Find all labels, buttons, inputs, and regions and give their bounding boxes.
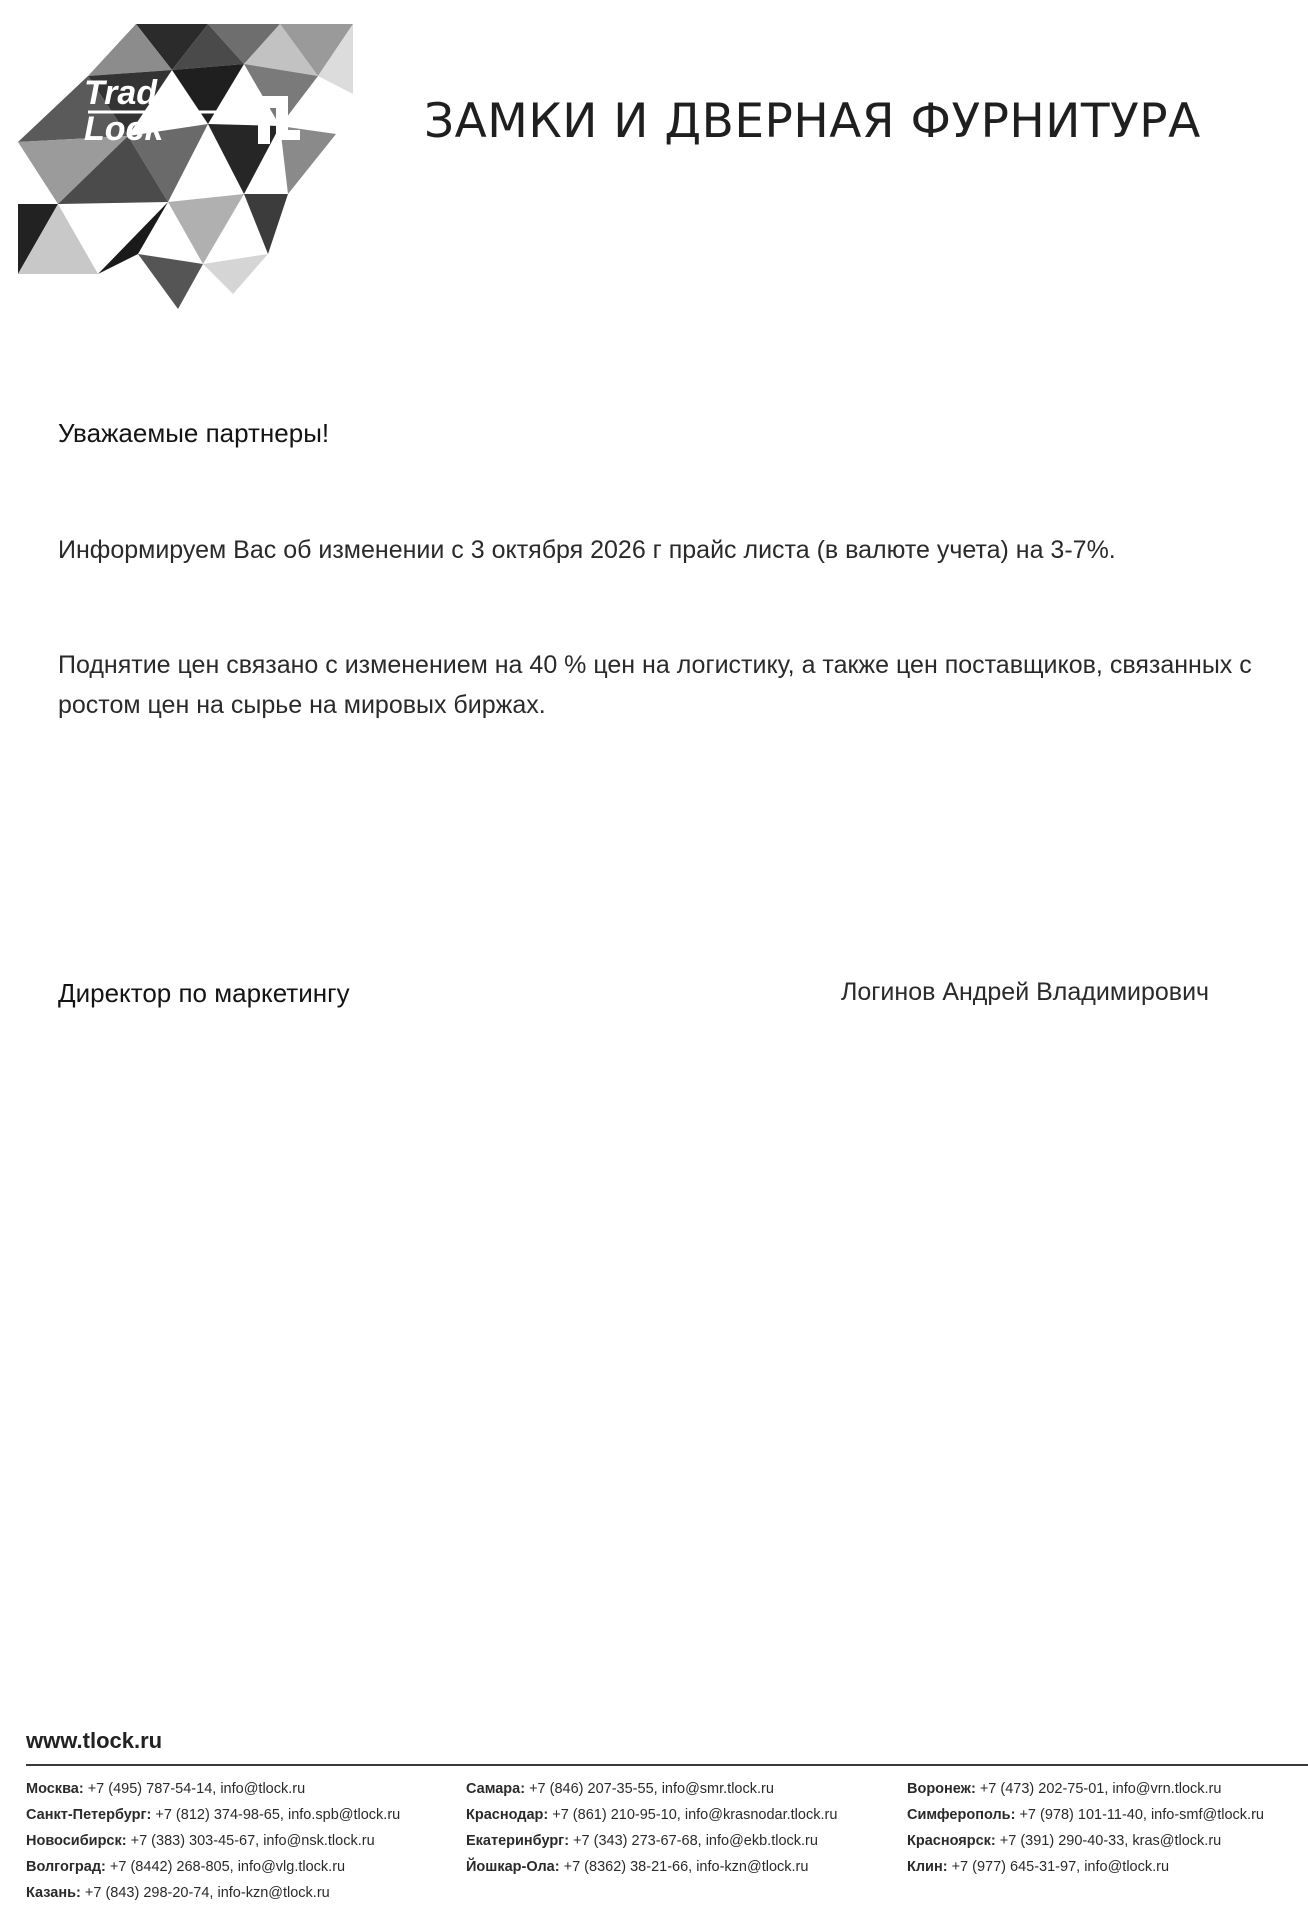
office-contact: Волгоград: +7 (8442) 268-805, info@vlg.tlock.ru bbox=[26, 1859, 346, 1875]
signature-name: Логинов Андрей Владимирович bbox=[841, 978, 1210, 1006]
footer-contacts-column bbox=[466, 1776, 837, 1880]
office-contact: Красноярск: +7 (391) 290-40-33, kras@tlock.ru bbox=[907, 1833, 1222, 1849]
header-title: ЗАМКИ И ДВЕРНАЯ ФУРНИТУРА bbox=[424, 94, 1201, 149]
signature-role: Директор по маркетингу bbox=[58, 978, 350, 1008]
office-contact: Екатеринбург: +7 (343) 273-67-68, info@ekb.tlock.ru bbox=[466, 1833, 818, 1849]
trade-lock-logo bbox=[18, 24, 353, 309]
office-contact: Клин: +7 (977) 645-31-97, info@tlock.ru bbox=[907, 1859, 1170, 1875]
logo-text-line2: Lock bbox=[84, 110, 164, 148]
office-contact: Воронеж: +7 (473) 202-75-01, info@vrn.tlock.ru bbox=[907, 1781, 1222, 1797]
logo-text-line1: Trade bbox=[84, 74, 176, 112]
footer-divider bbox=[26, 1764, 1308, 1766]
office-contact: Краснодар: +7 (861) 210-95-10, info@krasnodar.tlock.ru bbox=[466, 1807, 838, 1823]
office-contact: Самара: +7 (846) 207-35-55, info@smr.tlock.ru bbox=[466, 1781, 774, 1797]
letter-paragraph: Информируем Вас об изменении с 3 октября 2026 г прайс листа (в валюте учета) на 3-7%. bbox=[58, 536, 1116, 564]
footer-contacts-column bbox=[26, 1776, 400, 1906]
office-contact: Казань: +7 (843) 298-20-74, info-kzn@tlock.ru bbox=[26, 1885, 330, 1901]
greeting: Уважаемые партнеры! bbox=[58, 418, 330, 448]
letter-paragraph: Поднятие цен связано с изменением на 40 % цен на логистику, а также цен поставщиков, связанных с ростом цен на сырье на мировых биржах. bbox=[58, 651, 1252, 719]
office-contact: Новосибирск: +7 (383) 303-45-67, info@nsk.tlock.ru bbox=[26, 1833, 375, 1849]
office-contact: Симферополь: +7 (978) 101-11-40, info-smf@tlock.ru bbox=[907, 1807, 1264, 1823]
office-contact: Йошкар-Ола: +7 (8362) 38-21-66, info-kzn@tlock.ru bbox=[466, 1859, 809, 1875]
office-contact: Санкт-Петербург: +7 (812) 374-98-65, info.spb@tlock.ru bbox=[26, 1807, 401, 1823]
footer-contacts-column bbox=[907, 1776, 1264, 1880]
office-contact: Москва: +7 (495) 787-54-14, info@tlock.ru bbox=[26, 1781, 306, 1797]
website-link[interactable]: www.tlock.ru bbox=[26, 1728, 163, 1753]
